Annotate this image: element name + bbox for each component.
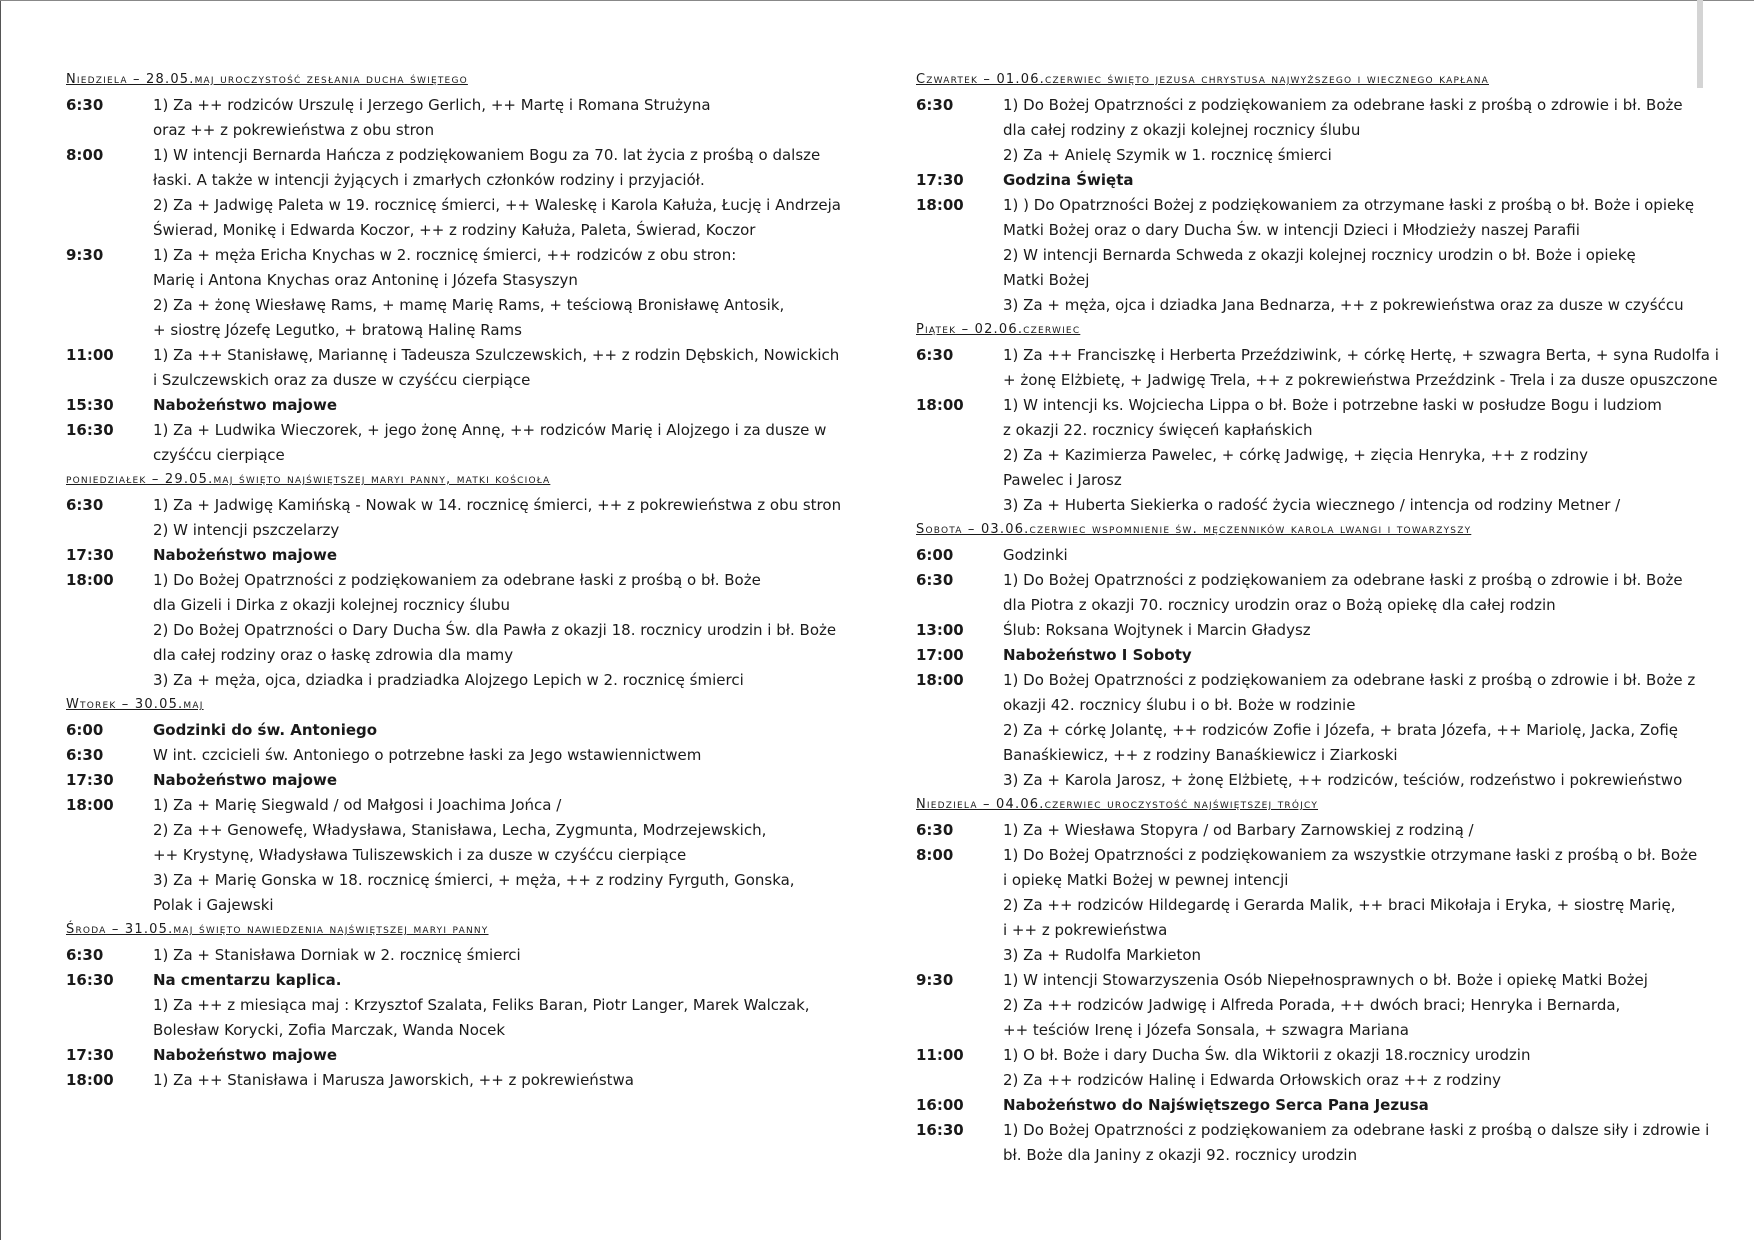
intention-line: 1) Za ++ Stanisławę, Mariannę i Tadeusza Szulczewskich, ++ z rodzin Dębskich, Nowickich (153, 346, 840, 364)
mass-entry (66, 943, 841, 968)
intention-line: 1) Za + męża Ericha Knychas w 2. rocznicę śmierci, ++ rodziców z obu stron: (153, 246, 737, 264)
mass-entry (916, 668, 1696, 793)
mass-time: 6:30 (66, 746, 104, 764)
intention-line: bł. Boże dla Janiny z okazji 92. rocznicy urodzin (1003, 1146, 1358, 1164)
column-right (916, 68, 1719, 1168)
intention-line: czyśćcu cierpiące (153, 446, 285, 464)
intention-line: Banaśkiewicz, ++ z rodziny Banaśkiewicz i Ziarkoski (1003, 746, 1398, 764)
mass-intentions (153, 393, 841, 418)
mass-time: 16:30 (66, 971, 114, 989)
intention-line: 2) Za ++ rodziców Hildegardę i Gerarda Malik, ++ braci Mikołaja i Eryka, + siostrę Marię, (1003, 896, 1676, 914)
mass-entry (916, 968, 1696, 1043)
day-section (916, 318, 1719, 518)
mass-entry (66, 968, 841, 1043)
mass-entry (66, 418, 841, 468)
day-section (66, 68, 841, 468)
mass-entry (66, 743, 841, 768)
intention-line: dla całej rodziny oraz o łaskę zdrowia dla mamy (153, 646, 514, 664)
intention-line: 2) Za + Kazimierza Pawelec, + córkę Jadwigę, + zięcia Henryka, ++ z rodziny (1003, 446, 1588, 464)
column-left (66, 68, 841, 1093)
intention-line: 1) W intencji Bernarda Hańcza z podziękowaniem Bogu za 70. lat życia z prośbą o dalsze (153, 146, 821, 164)
day-heading: Wtorek – 30.05.maj (66, 697, 204, 712)
mass-entry (66, 1043, 841, 1068)
intention-line: 1) Za + Wiesława Stopyra / od Barbary Zarnowskiej z rodziną / (1003, 821, 1474, 839)
mass-entry (66, 243, 841, 343)
mass-intentions (153, 793, 841, 918)
intention-line: Godzinki (1003, 546, 1068, 564)
mass-intentions (1003, 168, 1696, 193)
mass-entry (916, 543, 1696, 568)
mass-entry (916, 568, 1696, 618)
intention-line: oraz ++ z pokrewieństwa z obu stron (153, 121, 435, 139)
intention-line: Świerad, Monikę i Edwarda Koczor, ++ z rodziny Kałuża, Paleta, Świerad, Koczor (153, 221, 756, 239)
mass-entry (66, 343, 841, 393)
mass-intentions (153, 768, 841, 793)
mass-time: 11:00 (66, 346, 114, 364)
mass-intentions (153, 493, 841, 543)
mass-intentions (1003, 568, 1696, 618)
day-section (66, 468, 841, 693)
intention-line: 1) Za + Stanisława Dorniak w 2. rocznicę śmierci (153, 946, 521, 964)
mass-entry (66, 768, 841, 793)
mass-time: 8:00 (916, 846, 954, 864)
intention-line: 3) Za + Rudolfa Markieton (1003, 946, 1202, 964)
intention-line: 3) Za + męża, ojca i dziadka Jana Bednarza, ++ z pokrewieństwa oraz za dusze w czyśćcu (1003, 296, 1684, 314)
intention-line: 1) O bł. Boże i dary Ducha Św. dla Wiktorii z okazji 18.rocznicy urodzin (1003, 1046, 1531, 1064)
mass-intentions (1003, 543, 1696, 568)
mass-intentions (1003, 843, 1697, 968)
mass-time: 16:30 (916, 1121, 964, 1139)
mass-time: 18:00 (66, 796, 114, 814)
mass-time: 17:30 (66, 1046, 114, 1064)
mass-intentions (1003, 1093, 1696, 1118)
intention-line: Godzinki do św. Antoniego (153, 721, 378, 739)
day-heading: Niedziela – 28.05.maj uroczystość zesłania ducha świętego (66, 72, 468, 87)
intention-line: 2) Do Bożej Opatrzności o Dary Ducha Św. dla Pawła z okazji 18. rocznicy urodzin i bł. Boże (153, 621, 837, 639)
intention-line: ++ teściów Irenę i Józefa Sonsala, + szwagra Mariana (1003, 1021, 1409, 1039)
mass-intentions (153, 543, 841, 568)
intention-line: 2) Za + Anielę Szymik w 1. rocznicę śmierci (1003, 146, 1332, 164)
day-heading: Sobota – 03.06.czerwiec wspomnienie św. męczenników karola lwangi i towarzyszy (916, 522, 1472, 537)
day-section (916, 518, 1696, 793)
intention-line: 1) Za + Jadwigę Kamińską - Nowak w 14. rocznicę śmierci, ++ z pokrewieństwa z obu stron (153, 496, 842, 514)
intention-line: Nabożeństwo majowe (153, 771, 338, 789)
day-heading: Niedziela – 04.06.czerwiec uroczystość najświętszej trójcy (916, 797, 1319, 812)
mass-time: 18:00 (66, 571, 114, 589)
day-section (66, 693, 841, 918)
mass-entry (916, 193, 1696, 318)
mass-intentions (153, 1068, 841, 1093)
mass-time: 9:30 (916, 971, 954, 989)
intention-line: Bolesław Korycki, Zofia Marczak, Wanda Nocek (153, 1021, 506, 1039)
mass-intentions (153, 1043, 841, 1068)
intention-line: Nabożeństwo majowe (153, 396, 338, 414)
mass-entry (916, 93, 1696, 168)
intention-line: 2) Za + żonę Wiesławę Rams, + mamę Marię Rams, + teściową Bronisławę Antosik, (153, 296, 785, 314)
intention-line: 1) Do Bożej Opatrzności z podziękowaniem za wszystkie otrzymane łaski z prośbą o bł. Boże (1003, 846, 1698, 864)
mass-intentions (1003, 618, 1696, 643)
mass-intentions (153, 968, 841, 1043)
intention-line: Matki Bożej oraz o dary Ducha Św. w intencji Dzieci i Młodzieży naszej Parafii (1003, 221, 1580, 239)
intention-line: Nabożeństwo I Soboty (1003, 646, 1192, 664)
intention-line: 2) Za ++ Genowefę, Władysława, Stanisława, Lecha, Zygmunta, Modrzejewskich, (153, 821, 767, 839)
mass-time: 9:30 (66, 246, 104, 264)
day-heading: Środa – 31.05.maj święto nawiedzenia najświętszej maryi panny (66, 922, 489, 937)
mass-intentions (1003, 193, 1696, 318)
intention-line: 1) Do Bożej Opatrzności z podziękowaniem za odebrane łaski z prośbą o zdrowie i bł. Boże (1003, 571, 1683, 589)
mass-time: 6:00 (916, 546, 954, 564)
intention-line: Na cmentarzu kaplica. (153, 971, 342, 989)
mass-time: 6:30 (916, 96, 954, 114)
intention-line: i ++ z pokrewieństwa (1003, 921, 1168, 939)
intention-line: Ślub: Roksana Wojtynek i Marcin Gładysz (1003, 621, 1311, 639)
intention-line: 1) Za ++ z miesiąca maj : Krzysztof Szalata, Feliks Baran, Piotr Langer, Marek Walczak, (153, 996, 810, 1014)
mass-entry (916, 1093, 1696, 1118)
mass-intentions (1003, 343, 1719, 393)
mass-time: 6:30 (66, 946, 104, 964)
mass-intentions (153, 243, 841, 343)
mass-intentions (153, 743, 841, 768)
mass-entry (66, 143, 841, 243)
mass-intentions (153, 718, 841, 743)
mass-time: 6:30 (66, 496, 104, 514)
day-heading: Czwartek – 01.06.czerwiec święto jezusa chrystusa najwyższego i wiecznego kapłana (916, 72, 1489, 87)
mass-time: 6:00 (66, 721, 104, 739)
mass-time: 18:00 (66, 1071, 114, 1089)
intention-line: 1) Za + Marię Siegwald / od Małgosi i Joachima Jońca / (153, 796, 562, 814)
mass-time: 6:30 (916, 821, 954, 839)
intention-line: 1) W intencji ks. Wojciecha Lippa o bł. Boże i potrzebne łaski w posłudze Bogu i ludziom (1003, 396, 1662, 414)
mass-entry (66, 93, 841, 143)
intention-line: łaski. A także w intencji żyjących i zmarłych członków rodziny i przyjaciół. (153, 171, 705, 189)
mass-entry (916, 393, 1696, 518)
mass-time: 6:30 (916, 346, 954, 364)
mass-entry (66, 493, 841, 543)
intention-line: dla Piotra z okazji 70. rocznicy urodzin oraz o Bożą opiekę dla całej rodzin (1003, 596, 1556, 614)
mass-time: 13:00 (916, 621, 964, 639)
mass-time: 18:00 (916, 196, 964, 214)
mass-entry (66, 1068, 841, 1093)
mass-intentions (153, 943, 841, 968)
page-border-top (0, 0, 1754, 1)
intention-line: 1) Do Bożej Opatrzności z podziękowaniem za odebrane łaski z prośbą o dalsze siły i zdrowie i (1003, 1121, 1710, 1139)
intention-line: 2) Za + Jadwigę Paleta w 19. rocznicę śmierci, ++ Waleskę i Karola Kałuża, Łucję i Andrzeja (153, 196, 841, 214)
intention-line: 2) W intencji Bernarda Schweda z okazji kolejnej rocznicy urodzin o bł. Boże i opiekę (1003, 246, 1636, 264)
mass-time: 6:30 (66, 96, 104, 114)
intention-line: z okazji 22. rocznicy święceń kapłańskich (1003, 421, 1313, 439)
mass-entry (916, 843, 1696, 968)
intention-line: Nabożeństwo do Najświętszego Serca Pana Jezusa (1003, 1096, 1429, 1114)
intention-line: W int. czcicieli św. Antoniego o potrzebne łaski za Jego wstawiennictwem (153, 746, 702, 764)
mass-time: 17:30 (916, 171, 964, 189)
mass-entry (66, 543, 841, 568)
intention-line: Pawelec i Jarosz (1003, 471, 1122, 489)
intention-line: + żonę Elżbietę, + Jadwigę Trela, ++ z pokrewieństwa Przeździnk - Trela i za dusze opuszczone (1003, 371, 1718, 389)
mass-intentions (153, 343, 841, 393)
mass-entry (916, 343, 1719, 393)
mass-intentions (1003, 393, 1696, 518)
intention-line: 1) W intencji Stowarzyszenia Osób Niepełnosprawnych o bł. Boże i opiekę Matki Bożej (1003, 971, 1648, 989)
intention-line: Polak i Gajewski (153, 896, 274, 914)
page-border-left (0, 0, 1, 1240)
mass-time: 18:00 (916, 671, 964, 689)
mass-intentions (153, 143, 841, 243)
mass-entry (66, 393, 841, 418)
mass-entry (916, 643, 1696, 668)
intention-line: Nabożeństwo majowe (153, 1046, 338, 1064)
intention-line: 1) Do Bożej Opatrzności z podziękowaniem za odebrane łaski z prośbą o bł. Boże (153, 571, 761, 589)
mass-intentions (1003, 1118, 1709, 1168)
mass-time: 17:30 (66, 546, 114, 564)
intention-line: i Szulczewskich oraz za dusze w czyśćcu cierpiące (153, 371, 531, 389)
mass-intentions (1003, 643, 1696, 668)
mass-intentions (1003, 1043, 1696, 1093)
mass-entry (916, 168, 1696, 193)
intention-line: 2) Za ++ rodziców Jadwigę i Alfreda Porada, ++ dwóch braci; Henryka i Bernarda, (1003, 996, 1621, 1014)
mass-entry (916, 1043, 1696, 1093)
intention-line: 3) Za + Huberta Siekierka o radość życia wiecznego / intencja od rodziny Metner / (1003, 496, 1621, 514)
intention-line: 3) Za + Marię Gonska w 18. rocznicę śmierci, + męża, ++ z rodziny Fyrguth, Gonska, (153, 871, 795, 889)
mass-entry (66, 793, 841, 918)
intention-line: 1) Za ++ Stanisława i Marusza Jaworskich, ++ z pokrewieństwa (153, 1071, 634, 1089)
mass-time: 18:00 (916, 396, 964, 414)
intention-line: dla całej rodziny z okazji kolejnej rocznicy ślubu (1003, 121, 1361, 139)
mass-entry (66, 568, 841, 693)
mass-entry (916, 618, 1696, 643)
intention-line: Nabożeństwo majowe (153, 546, 338, 564)
intention-line: 1) Za ++ rodziców Urszulę i Jerzego Gerlich, ++ Martę i Romana Strużyna (153, 96, 711, 114)
intention-line: Matki Bożej (1003, 271, 1090, 289)
day-heading: Piątek – 02.06.czerwiec (916, 322, 1081, 337)
mass-time: 17:30 (66, 771, 114, 789)
day-heading: poniedziałek – 29.05.maj święto najświętszej maryi panny, matki kościoła (66, 472, 551, 487)
mass-intentions (153, 418, 841, 468)
mass-intentions (1003, 93, 1696, 168)
mass-time: 6:30 (916, 571, 954, 589)
mass-intentions (153, 93, 841, 143)
mass-time: 15:30 (66, 396, 114, 414)
intention-line: ++ Krystynę, Władysława Tuliszewskich i za dusze w czyśćcu cierpiące (153, 846, 687, 864)
intention-line: + siostrę Józefę Legutko, + bratową Halinę Rams (153, 321, 522, 339)
mass-intentions (153, 568, 841, 693)
mass-intentions (1003, 668, 1696, 793)
intention-line: Godzina Święta (1003, 171, 1134, 189)
mass-entry (916, 1118, 1710, 1168)
mass-time: 8:00 (66, 146, 104, 164)
intention-line: 3) Za + Karola Jarosz, + żonę Elżbietę, ++ rodziców, teściów, rodzeństwo i pokrewieństwo (1003, 771, 1683, 789)
mass-time: 11:00 (916, 1046, 964, 1064)
intention-line: 1) Do Bożej Opatrzności z podziękowaniem za odebrane łaski z prośbą o zdrowie i bł. Boże (1003, 96, 1683, 114)
intention-line: 1) Za ++ Franciszkę i Herberta Przeździwink, + córkę Hertę, + szwagra Berta, + syna Rudolfa i (1003, 346, 1719, 364)
intention-line: 1) Do Bożej Opatrzności z podziękowaniem za odebrane łaski z prośbą o zdrowie i bł. Boże z (1003, 671, 1696, 689)
intention-line: Marię i Antona Knychas oraz Antoninę i Józefa Stasyszyn (153, 271, 578, 289)
intention-line: 1) ) Do Opatrzności Bożej z podziękowaniem za otrzymane łaski z prośbą o bł. Boże i opiekę (1003, 196, 1695, 214)
intention-line: 1) Za + Ludwika Wieczorek, + jego żonę Annę, ++ rodziców Marię i Alojzego i za dusze w (153, 421, 827, 439)
day-section (916, 793, 1710, 1168)
mass-intentions (1003, 968, 1696, 1043)
day-section (916, 68, 1696, 318)
intention-line: 2) W intencji pszczelarzy (153, 521, 340, 539)
mass-time: 16:00 (916, 1096, 964, 1114)
intention-line: i opiekę Matki Bożej w pewnej intencji (1003, 871, 1289, 889)
day-section (66, 918, 841, 1093)
mass-entry (66, 718, 841, 743)
intention-line: 3) Za + męża, ojca, dziadka i pradziadka Alojzego Lepich w 2. rocznicę śmierci (153, 671, 744, 689)
scrollbar-thumb[interactable] (1697, 0, 1703, 88)
mass-time: 17:00 (916, 646, 964, 664)
mass-intentions (1003, 818, 1696, 843)
intention-line: 2) Za ++ rodziców Halinę i Edwarda Orłowskich oraz ++ z rodziny (1003, 1071, 1501, 1089)
intention-line: dla Gizeli i Dirka z okazji kolejnej rocznicy ślubu (153, 596, 511, 614)
mass-entry (916, 818, 1696, 843)
mass-time: 16:30 (66, 421, 114, 439)
intention-line: okazji 42. rocznicy ślubu i o bł. Boże w rodzinie (1003, 696, 1356, 714)
intention-line: 2) Za + córkę Jolantę, ++ rodziców Zofie i Józefa, + brata Józefa, ++ Mariolę, Jacka, Zofię (1003, 721, 1679, 739)
